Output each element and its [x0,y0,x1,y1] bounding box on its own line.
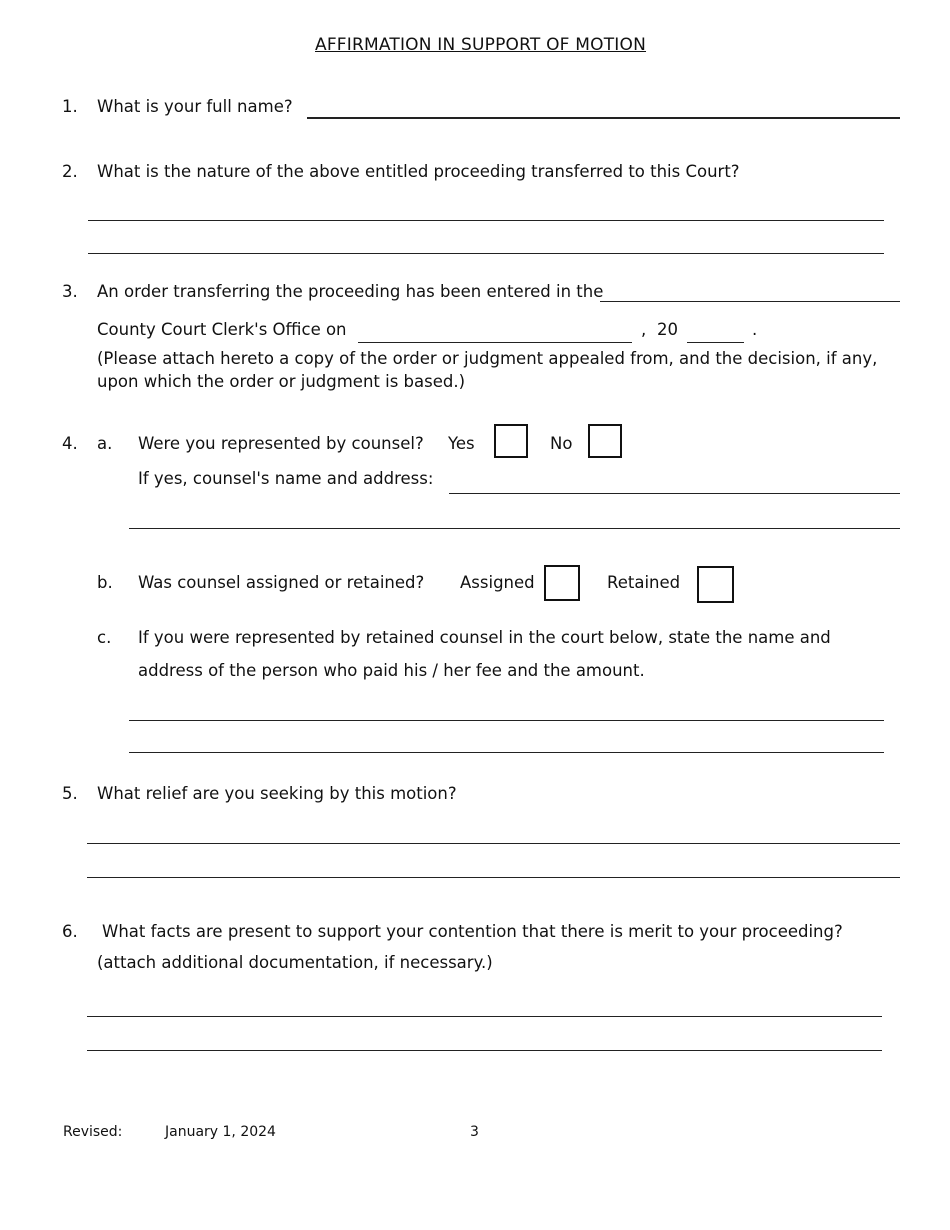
retained-label: Retained [607,573,681,592]
revised-label: Revised: [63,1124,123,1140]
q3-note-line-2: upon which the order or judgment is based.) [97,372,466,391]
q4a-letter: a. [97,434,113,453]
assigned-label: Assigned [460,573,535,592]
order-date-field[interactable] [358,342,632,343]
county-field[interactable] [600,301,900,302]
facts-answer-line-2[interactable] [87,1050,882,1051]
q3-number: 3. [62,282,78,301]
q3-label: An order transferring the proceeding has been entered in the [97,282,604,301]
q6-number: 6. [62,922,78,941]
represented-yes-checkbox[interactable] [494,424,528,458]
no-label: No [550,434,573,453]
q2-label: What is the nature of the above entitled proceeding transferred to this Court? [97,162,740,181]
revised-date: January 1, 2024 [165,1124,276,1140]
q6-label: What facts are present to support your contention that there is merit to your proceeding? [102,922,843,941]
counsel-address-field[interactable] [129,528,900,529]
facts-answer-line-1[interactable] [87,1016,882,1017]
assigned-checkbox[interactable] [544,565,580,601]
yes-label: Yes [448,434,475,453]
q5-label: What relief are you seeking by this motion? [97,784,457,803]
q5-number: 5. [62,784,78,803]
q1-number: 1. [62,97,78,116]
q4-number: 4. [62,434,78,453]
q4c-letter: c. [97,628,112,647]
fee-payer-line-2[interactable] [129,752,884,753]
q3-note-line-1: (Please attach hereto a copy of the order or judgment appealed from, and the decision, if any, [97,349,878,368]
relief-answer-line-2[interactable] [87,877,900,878]
nature-answer-line-1[interactable] [88,220,884,221]
fee-payer-line-1[interactable] [129,720,884,721]
order-year-field[interactable] [687,342,744,343]
date-period: . [752,320,758,339]
q4b-label: Was counsel assigned or retained? [138,573,425,592]
q4c-line-1: If you were represented by retained counsel in the court below, state the name and [138,628,831,647]
q4b-letter: b. [97,573,113,592]
q1-label: What is your full name? [97,97,293,116]
retained-checkbox[interactable] [697,566,734,603]
q4a-label: Were you represented by counsel? [138,434,424,453]
relief-answer-line-1[interactable] [87,843,900,844]
full-name-field[interactable] [307,117,900,119]
q4c-line-2: address of the person who paid his / her fee and the amount. [138,661,645,680]
q6-note: (attach additional documentation, if necessary.) [97,953,493,972]
counsel-info-label: If yes, counsel's name and address: [138,469,434,488]
date-comma: , [641,320,647,339]
page-number: 3 [470,1124,479,1140]
nature-answer-line-2[interactable] [88,253,884,254]
clerk-office-label: County Court Clerk's Office on [97,320,347,339]
counsel-name-field[interactable] [449,493,900,494]
represented-no-checkbox[interactable] [588,424,622,458]
page-title: AFFIRMATION IN SUPPORT OF MOTION [315,35,647,55]
q2-number: 2. [62,162,78,181]
year-prefix: 20 [657,320,678,339]
